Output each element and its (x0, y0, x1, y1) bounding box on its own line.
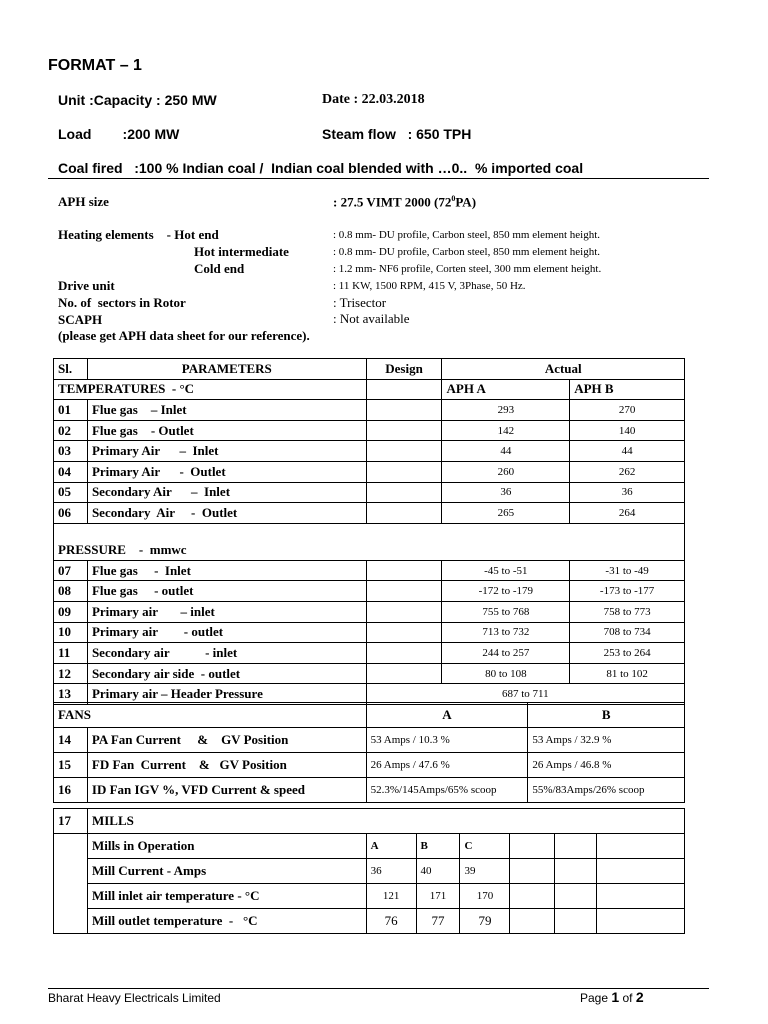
company-name: Bharat Heavy Electricals Limited (48, 991, 221, 1005)
row-param: Flue gas - Inlet (87, 560, 366, 581)
row-param: Secondary air - inlet (87, 643, 366, 664)
aph-a-value: 80 to 108 (442, 663, 570, 684)
mill-value: A (366, 834, 416, 859)
fan-b-value: 55%/83Amps/26% scoop (528, 778, 685, 803)
hot-intermediate-label: Hot intermediate (194, 244, 289, 259)
mill-empty (555, 859, 597, 884)
row-param: Primary air – inlet (87, 601, 366, 622)
aph-a-value: 260 (442, 461, 570, 482)
mill-empty (597, 834, 685, 859)
aph-b-value: 81 to 102 (570, 663, 685, 684)
table-row (54, 461, 685, 482)
mill-value: 40 (416, 859, 460, 884)
table-row (54, 441, 685, 462)
sectors-label: No. of sectors in Rotor (58, 295, 186, 310)
design-cell (366, 601, 442, 622)
cold-end-label: Cold end (194, 261, 245, 276)
table-row (54, 482, 685, 503)
coal-fired: Coal fired :100 % Indian coal / Indian coal blended with …0.. % imported coal (58, 160, 584, 176)
row-param: PA Fan Current & GV Position (87, 728, 366, 753)
aph-b-value: 262 (570, 461, 685, 482)
row-sl: 16 (54, 778, 88, 803)
fan-a-value: 26 Amps / 47.6 % (366, 753, 528, 778)
aph-b-value: 264 (570, 503, 685, 524)
table-row (54, 643, 685, 664)
table-row (54, 884, 685, 909)
row-param: Primary air - outlet (87, 622, 366, 643)
row-sl: 02 (54, 420, 88, 441)
aph-b-value: 708 to 734 (570, 622, 685, 643)
row-sl: 11 (54, 643, 88, 664)
mill-value: C (460, 834, 510, 859)
aph-a-value: 44 (442, 441, 570, 462)
heating-elements-label: Heating elements - Hot end (58, 227, 219, 242)
mill-value: 79 (460, 909, 510, 934)
aph-a-value: 244 to 257 (442, 643, 570, 664)
row-param: Secondary air side - outlet (87, 663, 366, 684)
pressure-section: PRESSURE - mmwc (54, 523, 685, 560)
aph-a-value: 142 (442, 420, 570, 441)
aph-b-value: -31 to -49 (570, 560, 685, 581)
design-cell (366, 643, 442, 664)
mill-param: Mill inlet air temperature - °C (87, 884, 366, 909)
temperatures-section: TEMPERATURES - °C (54, 379, 367, 400)
fan-a-value: 53 Amps / 10.3 % (366, 728, 528, 753)
fans-table (53, 702, 685, 803)
date: Date : 22.03.2018 (322, 92, 425, 107)
aph-a-value: 713 to 732 (442, 622, 570, 643)
row-sl: 06 (54, 503, 88, 524)
design-cell (366, 461, 442, 482)
aph-b-value: 44 (570, 441, 685, 462)
row-param: Flue gas - Outlet (87, 420, 366, 441)
cold-end-spec: : 1.2 mm- NF6 profile, Corten steel, 300 mm element height. (333, 263, 602, 275)
mill-value: 36 (366, 859, 416, 884)
row-sl: 10 (54, 622, 88, 643)
steam-flow: Steam flow : 650 TPH (322, 126, 472, 142)
design-cell (366, 441, 442, 462)
design-cell (366, 560, 442, 581)
row-param: Primary Air – Inlet (87, 441, 366, 462)
row-sl: 12 (54, 663, 88, 684)
aph-b-value: 270 (570, 400, 685, 421)
aph-a-header: APH A (442, 379, 570, 400)
aph-b-value: 36 (570, 482, 685, 503)
mill-param: Mills in Operation (87, 834, 366, 859)
row-sl: 03 (54, 441, 88, 462)
aph-b-value: 140 (570, 420, 685, 441)
mill-empty (597, 909, 685, 934)
mill-empty (555, 834, 597, 859)
mill-empty (510, 834, 555, 859)
aph-a-value: 755 to 768 (442, 601, 570, 622)
table-row (54, 622, 685, 643)
row-param: Flue gas - outlet (87, 581, 366, 602)
row-param: FD Fan Current & GV Position (87, 753, 366, 778)
header-parameters: PARAMETERS (87, 359, 366, 380)
mill-empty (555, 909, 597, 934)
table-row (54, 778, 685, 803)
design-cell (366, 581, 442, 602)
design-cell (366, 420, 442, 441)
mills-sl: 17 (54, 809, 88, 834)
row-param: Secondary Air – Inlet (87, 482, 366, 503)
parameters-table (53, 358, 685, 705)
hot-end-spec: : 0.8 mm- DU profile, Carbon steel, 850 mm element height. (333, 229, 601, 241)
aph-a-value: -45 to -51 (442, 560, 570, 581)
aph-b-value: 758 to 773 (570, 601, 685, 622)
table-row (54, 420, 685, 441)
fan-b-value: 53 Amps / 32.9 % (528, 728, 685, 753)
table-row (54, 909, 685, 934)
table-row (54, 663, 685, 684)
mills-spacer (54, 834, 88, 934)
load: Load :200 MW (58, 126, 180, 142)
scaph-label: SCAPH (58, 312, 103, 327)
hot-intermediate-spec: : 0.8 mm- DU profile, Carbon steel, 850 mm element height. (333, 246, 601, 258)
mill-empty (597, 884, 685, 909)
scaph-value: : Not available (333, 311, 410, 326)
table-row (54, 753, 685, 778)
mill-param: Mill outlet temperature - °C (87, 909, 366, 934)
row-param: Primary air – Header Pressure (87, 684, 366, 705)
row-param: Secondary Air - Outlet (87, 503, 366, 524)
aph-b-value: 253 to 264 (570, 643, 685, 664)
fan-a-header: A (366, 703, 528, 728)
design-cell (366, 503, 442, 524)
mill-empty (510, 909, 555, 934)
row-param: Flue gas – Inlet (87, 400, 366, 421)
table-row (54, 560, 685, 581)
fans-section: FANS (54, 703, 367, 728)
drive-unit-spec: : 11 KW, 1500 RPM, 415 V, 3Phase, 50 Hz. (333, 280, 526, 292)
mill-empty (597, 859, 685, 884)
mill-param: Mill Current - Amps (87, 859, 366, 884)
aph-a-value: 36 (442, 482, 570, 503)
table-row (54, 400, 685, 421)
header-pressure-value: 687 to 711 (366, 684, 684, 705)
mill-empty (510, 859, 555, 884)
fan-a-value: 52.3%/145Amps/65% scoop (366, 778, 528, 803)
unit-capacity: Unit :Capacity : 250 MW (58, 92, 217, 108)
aph-size-label: APH size (58, 194, 109, 209)
drive-unit-label: Drive unit (58, 278, 115, 293)
table-row (54, 834, 685, 859)
table-row (54, 728, 685, 753)
mills-table (53, 808, 685, 934)
table-row (54, 859, 685, 884)
sectors-value: : Trisector (333, 295, 387, 310)
table-row (54, 581, 685, 602)
header-design: Design (366, 359, 442, 380)
row-sl: 04 (54, 461, 88, 482)
page-title: FORMAT – 1 (48, 57, 142, 74)
fan-b-header: B (528, 703, 685, 728)
page-number: Page 1 of 2 (580, 989, 644, 1005)
row-sl: 08 (54, 581, 88, 602)
mills-section: MILLS (87, 809, 684, 834)
mill-value: 76 (366, 909, 416, 934)
mill-empty (555, 884, 597, 909)
row-sl: 13 (54, 684, 88, 705)
mill-value: 170 (460, 884, 510, 909)
row-param: Primary Air - Outlet (87, 461, 366, 482)
header-sl: Sl. (54, 359, 88, 380)
mill-value: 121 (366, 884, 416, 909)
mill-value: 39 (460, 859, 510, 884)
table-row (54, 601, 685, 622)
aph-a-value: 265 (442, 503, 570, 524)
design-cell (366, 663, 442, 684)
data-sheet-note: (please get APH data sheet for our reference). (58, 328, 310, 343)
design-cell (366, 400, 442, 421)
header-rule (48, 178, 709, 179)
header-actual: Actual (442, 359, 685, 380)
mill-value: B (416, 834, 460, 859)
mill-value: 171 (416, 884, 460, 909)
design-cell (366, 379, 442, 400)
design-cell (366, 482, 442, 503)
row-sl: 07 (54, 560, 88, 581)
design-cell (366, 622, 442, 643)
aph-a-value: -172 to -179 (442, 581, 570, 602)
aph-b-header: APH B (570, 379, 685, 400)
row-sl: 15 (54, 753, 88, 778)
mill-empty (510, 884, 555, 909)
aph-a-value: 293 (442, 400, 570, 421)
fan-b-value: 26 Amps / 46.8 % (528, 753, 685, 778)
row-sl: 01 (54, 400, 88, 421)
row-sl: 14 (54, 728, 88, 753)
row-param: ID Fan IGV %, VFD Current & speed (87, 778, 366, 803)
mill-value: 77 (416, 909, 460, 934)
aph-size-value: : 27.5 VIMT 2000 $(72^0PA)$ (333, 194, 477, 210)
aph-b-value: -173 to -177 (570, 581, 685, 602)
table-row (54, 503, 685, 524)
row-sl: 09 (54, 601, 88, 622)
row-sl: 05 (54, 482, 88, 503)
